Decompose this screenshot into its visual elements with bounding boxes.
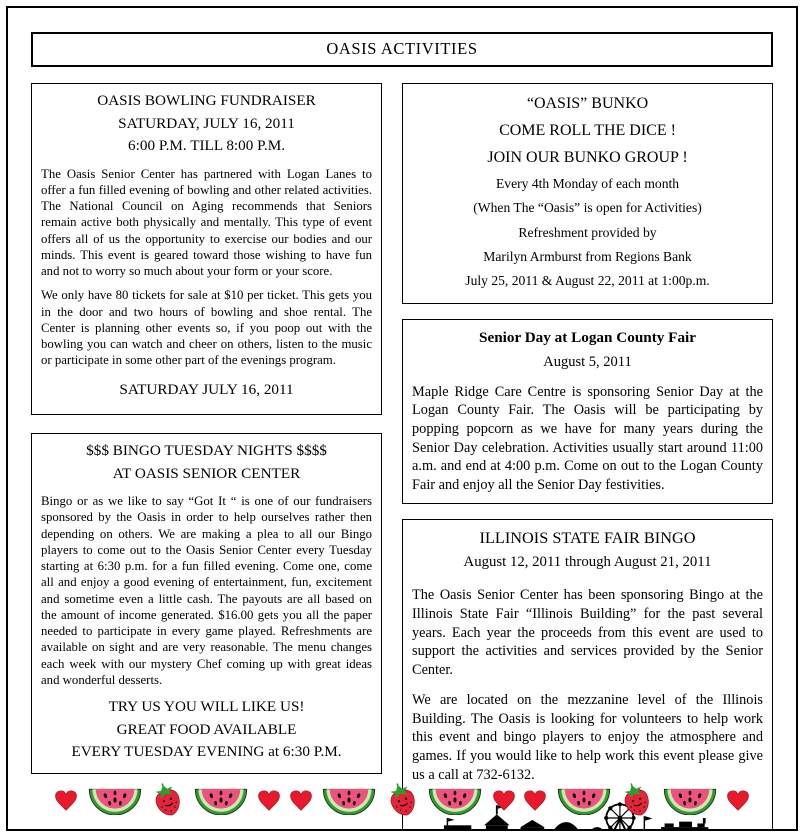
strawberry-icon: [151, 781, 184, 819]
bowling-time-line: 6:00 P.M. TILL 8:00 P.M.: [128, 137, 285, 154]
heart-icon: [523, 789, 547, 812]
watermelon-icon: [192, 785, 250, 815]
page-title: OASIS ACTIVITIES: [326, 39, 478, 58]
bowling-date-line: SATURDAY, JULY 16, 2011: [118, 114, 295, 132]
bunko-line-2: JOIN OUR BUNKO GROUP !: [487, 149, 688, 167]
heart-icon: [726, 789, 750, 812]
heart-icon: [289, 789, 313, 812]
watermelon-icon: [661, 785, 719, 815]
bowling-footer: SATURDAY JULY 16, 2011: [119, 380, 294, 398]
bowling-paragraph-2: We only have 80 tickets for sale at $10 per ticket. This gets you in the door and two hours of bowling and shoe rental. The Center is planning other events so, if you poop out with the bowling you can watch and cheer on others, listen to the music or participate in some other part of the evenings program.: [41, 288, 373, 368]
senior-day-title: Senior Day at Logan County Fair: [479, 328, 697, 346]
bingo-paragraph: Bingo or as we like to say “Got It “ is one of our fundraisers sponsored by the Oasis in order to help ourselves rather then depending on others. We are making a plea to all our Bingo players to come out to the Oasis Senior Center every Tuesday starting at 6:30 p.m. for a fun filled evening. Come one, come all and enjoy a good evening of entertainment, fun, excitement and sometime even a little cash. The payouts are all based on the amount of income generated. $16.00 gets you all the paper needed to participate in every game played. Refreshments are available on sight and are very reasonable. The menu changes each week with our mystery Chef coming up with great ideas and wonderful desserts.: [41, 494, 373, 687]
watermelon-icon: [320, 785, 378, 815]
heart-icon: [492, 789, 516, 812]
newsletter-page: [6, 6, 798, 831]
decoration-strip: [54, 779, 750, 821]
bunko-line-6: Marilyn Armburst from Regions Bank: [483, 248, 692, 264]
state-fair-paragraph-2: We are located on the mezzanine level of the Illinois Building. The Oasis is looking for volunteers to help work this event and bingo players to enjoy the atmosphere and games. If you would like to help work this event please give us a call at 732-6132.: [412, 692, 763, 783]
bowling-paragraph-1: The Oasis Senior Center has partnered with Logan Lanes to offer a fun filled evening of bowling and other related activities. The National Council on Aging recommends that Seniors remain active both physically and mentally. This type of event offers all of us the opportunity to exercise our bodies and our minds. This event is geared toward those wishing to have fun and not to worry so much about your form or your score.: [41, 166, 373, 278]
bowling-fundraiser-box: [31, 83, 382, 415]
senior-day-date: August 5, 2011: [543, 354, 632, 371]
strawberry-icon: [386, 781, 419, 819]
bingo-tuesday-box: [31, 433, 382, 774]
state-fair-dates: August 12, 2011 through August 21, 2011: [463, 553, 712, 570]
bingo-closing-3: EVERY TUESDAY EVENING at 6:30 P.M.: [71, 743, 342, 760]
bingo-title-line2: AT OASIS SENIOR CENTER: [112, 464, 301, 482]
bunko-line-1: COME ROLL THE DICE !: [499, 122, 676, 140]
bunko-title: “OASIS” BUNKO: [526, 95, 649, 112]
bunko-line-5: Refreshment provided by: [518, 224, 657, 240]
strawberry-icon: [620, 781, 653, 819]
right-column: [402, 83, 773, 831]
heart-icon: [54, 789, 78, 812]
bingo-closing-1: TRY US YOU WILL LIKE US!: [108, 698, 305, 715]
senior-day-paragraph: Maple Ridge Care Centre is sponsoring Senior Day at the Logan County Fair. The Oasis will be participating by popping popcorn as we have for many years during the Senior Day celebration. Activities usually start around 11:00 a.m. and end at 4:00 p.m. Come on out to the Logan County Fair and enjoy all the Senior Day festivities.: [412, 383, 763, 493]
bunko-line-3: Every 4th Monday of each month: [495, 175, 680, 191]
page-title-box: [31, 32, 773, 67]
bingo-closing-2: GREAT FOOD AVAILABLE: [116, 720, 297, 738]
bunko-box: [402, 83, 773, 304]
senior-day-box: [402, 319, 773, 504]
bingo-title-line1: $$$ BINGO TUESDAY NIGHTS $$$$: [86, 442, 327, 459]
state-fair-paragraph-1: The Oasis Senior Center has been sponsoring Bingo at the Illinois State Fair “Illinois Building” for the past several years. Each year the proceeds from this event are used to support the activities and services provided by the Senior Center.: [412, 587, 763, 678]
watermelon-icon: [555, 785, 613, 815]
watermelon-icon: [86, 785, 144, 815]
heart-icon: [257, 789, 281, 812]
state-fair-title: ILLINOIS STATE FAIR BINGO: [479, 528, 696, 548]
bowling-title: OASIS BOWLING FUNDRAISER: [97, 92, 316, 109]
content-columns: [8, 67, 796, 831]
left-column: [31, 83, 382, 774]
bunko-dates-line: July 25, 2011 & August 22, 2011 at 1:00p.m.: [465, 273, 710, 289]
watermelon-icon: [426, 785, 484, 815]
bunko-line-4: (When The “Oasis” is open for Activities): [473, 200, 702, 216]
